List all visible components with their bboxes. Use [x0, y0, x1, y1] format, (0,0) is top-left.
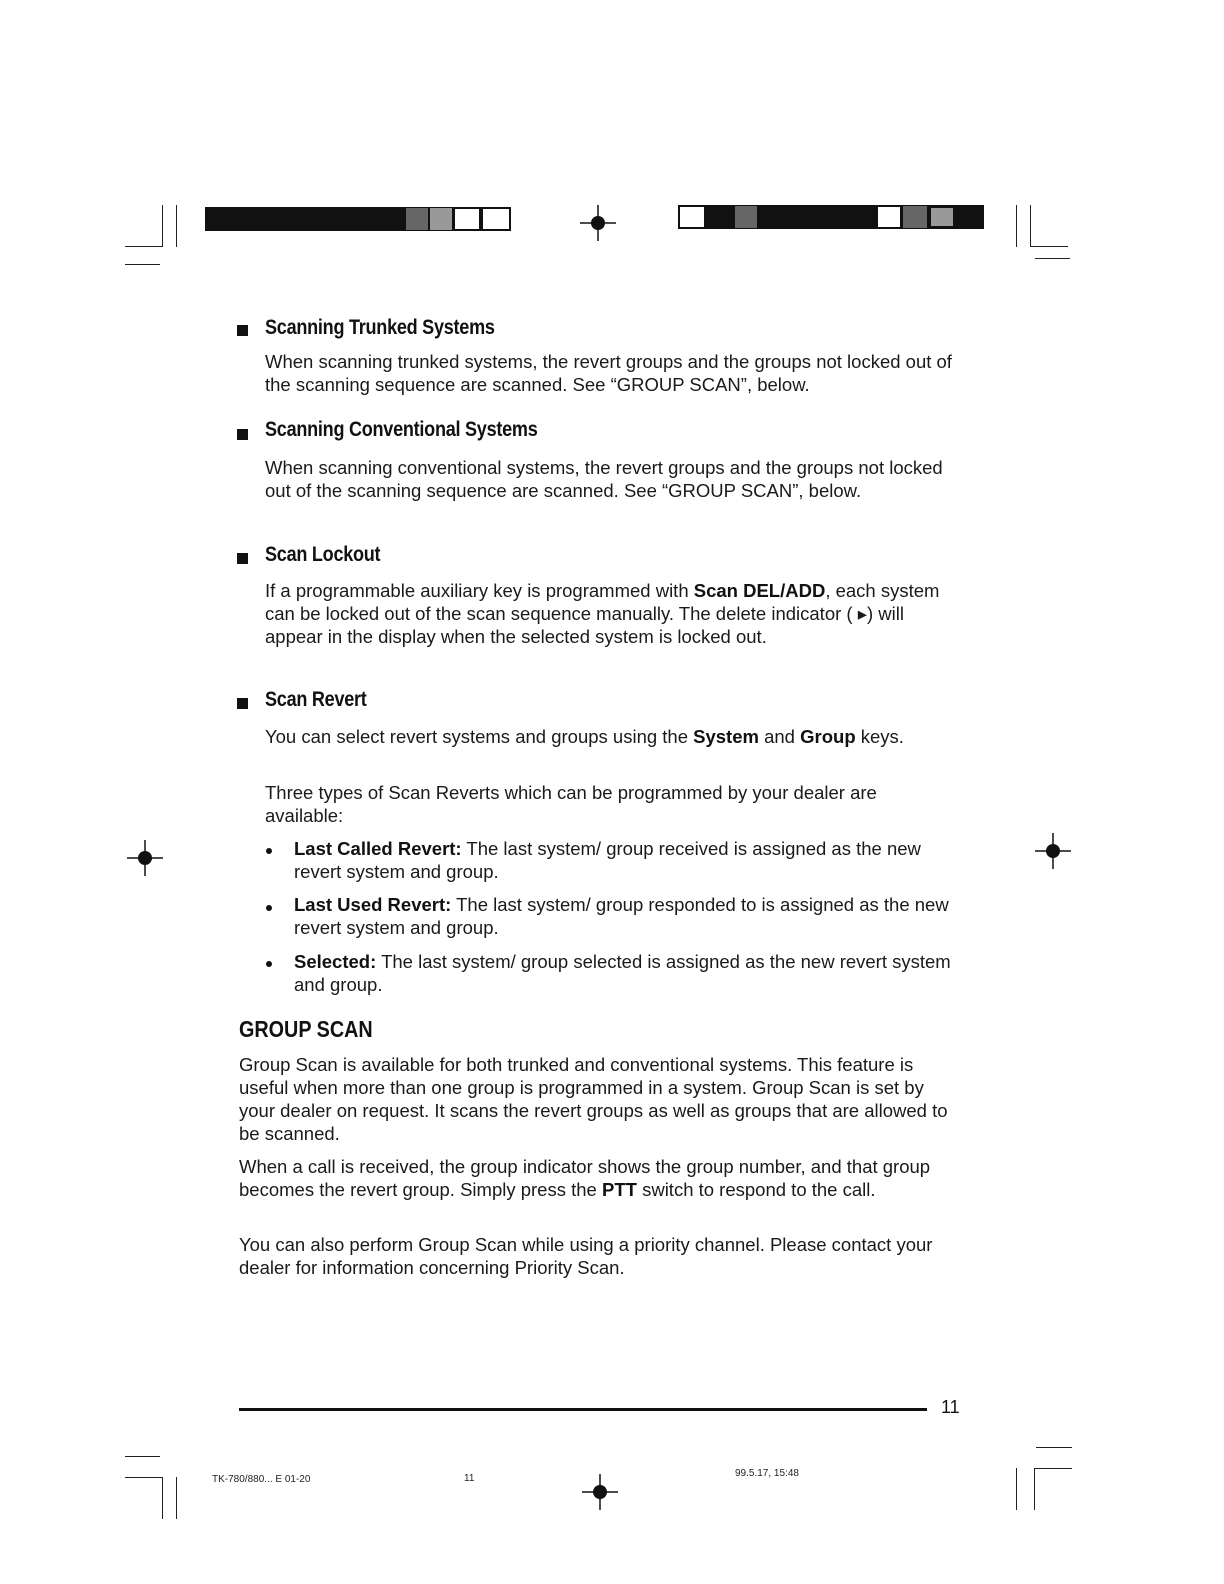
- body-bold-text: Group: [800, 726, 856, 747]
- body-text: You can select revert systems and groups using the: [265, 726, 694, 747]
- body-bold-text: System: [693, 726, 759, 747]
- section-bullet-icon: [237, 553, 248, 564]
- body-text: , each system can be locked out of the scan sequence manually. The delete indicator ( ▸) will appear in the display when the selected system is locked out.: [265, 580, 940, 647]
- section-body: [265, 725, 935, 748]
- section-body: [265, 579, 955, 648]
- list-item: [294, 893, 964, 939]
- registration-mark-bottom-icon: [582, 1474, 618, 1510]
- section-heading: Scanning Conventional Systems: [265, 418, 538, 441]
- list-item-text: The last system/ group received is assigned as the new revert system and group.: [294, 838, 921, 882]
- group-scan-paragraph: Group Scan is available for both trunked and conventional systems. This feature is useful when more than one group is programmed in a system. Group Scan is set by your dealer on request. It scans the revert groups as well as groups that are allowed to be scanned.: [239, 1054, 948, 1144]
- list-item-text: The last system/ group selected is assigned as the new revert system and group.: [294, 951, 951, 995]
- registration-mark-top-icon: [580, 205, 616, 241]
- list-item-term: Last Called Revert:: [294, 838, 462, 859]
- section-heading: Scan Revert: [265, 688, 367, 711]
- section-heading: Scan Lockout: [265, 543, 381, 566]
- section-intro: Three types of Scan Reverts which can be programmed by your dealer are available:: [265, 782, 877, 826]
- body-text: When a call is received, the group indicator shows the group number, and that group becomes the revert group. Simply press the: [239, 1156, 931, 1200]
- list-bullet-icon: [266, 961, 272, 967]
- body-bold-text: Scan DEL/ADD: [693, 580, 826, 601]
- section-heading: Scanning Trunked Systems: [265, 316, 495, 339]
- section-body: When scanning trunked systems, the revert groups and the groups not locked out of the scanning sequence are scanned. See “GROUP SCAN”, below.: [265, 351, 952, 395]
- list-item-term: Selected:: [294, 951, 377, 972]
- list-item-text: The last system/ group responded to is assigned as the new revert system and group.: [294, 894, 949, 938]
- print-footer-right: 99.5.17, 15:48: [735, 1468, 799, 1479]
- print-footer-center: 11: [464, 1473, 475, 1484]
- section-bullet-icon: [237, 325, 248, 336]
- section-body: When scanning conventional systems, the revert groups and the groups not locked out of the scanning sequence are scanned. See “GROUP SCAN”, below.: [265, 457, 943, 501]
- body-text: keys.: [855, 726, 904, 747]
- group-scan-paragraph: You can also perform Group Scan while using a priority channel. Please contact your dealer for information concerning Priority Scan.: [239, 1234, 933, 1278]
- registration-mark-left-icon: [127, 840, 163, 876]
- section-bullet-icon: [237, 698, 248, 709]
- list-item: [294, 950, 964, 996]
- body-text: and: [758, 726, 801, 747]
- body-text: switch to respond to the call.: [636, 1179, 876, 1200]
- group-scan-paragraph: [239, 1155, 964, 1201]
- list-item-term: Last Used Revert:: [294, 894, 452, 915]
- body-text: If a programmable auxiliary key is programmed with: [265, 580, 694, 601]
- list-bullet-icon: [266, 848, 272, 854]
- section-bullet-icon: [237, 429, 248, 440]
- group-scan-title: GROUP SCAN: [239, 1016, 373, 1042]
- page-number: 11: [941, 1397, 960, 1417]
- page-footer-rule: [239, 1408, 927, 1411]
- registration-mark-right-icon: [1035, 833, 1071, 869]
- list-item: [294, 837, 964, 883]
- body-bold-text: PTT: [601, 1179, 637, 1200]
- list-bullet-icon: [266, 905, 272, 911]
- print-footer-left: TK-780/880... E 01-20: [212, 1474, 311, 1485]
